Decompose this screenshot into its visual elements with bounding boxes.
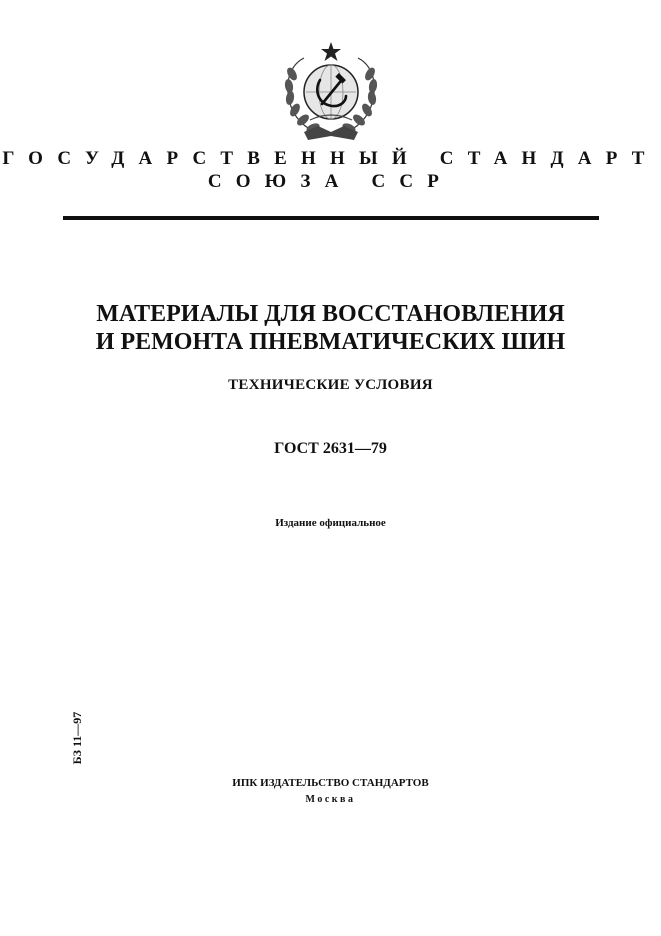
document-title-line1: МАТЕРИАЛЫ ДЛЯ ВОССТАНОВЛЕНИЯ (96, 301, 565, 327)
document-subtitle: ТЕХНИЧЕСКИЕ УСЛОВИЯ (228, 377, 433, 393)
edition-label: Издание официальное (275, 517, 386, 529)
ussr-state-emblem-icon (280, 40, 382, 148)
publisher-name: ИПК ИЗДАТЕЛЬСТВО СТАНДАРТОВ (232, 777, 429, 789)
publisher-city: Москва (305, 794, 356, 805)
ussr-header: СОЮЗА ССР (207, 171, 454, 192)
standard-number: ГОСТ 2631—79 (274, 440, 387, 457)
document-title-line2: И РЕМОНТА ПНЕВМАТИЧЕСКИХ ШИН (95, 329, 566, 355)
document-title (0, 300, 661, 356)
state-standard-header: ГОСУДАРСТВЕННЫЙ СТАНДАРТ (2, 148, 659, 169)
header-divider (63, 216, 599, 220)
side-code: БЗ 11—97 (70, 711, 84, 765)
